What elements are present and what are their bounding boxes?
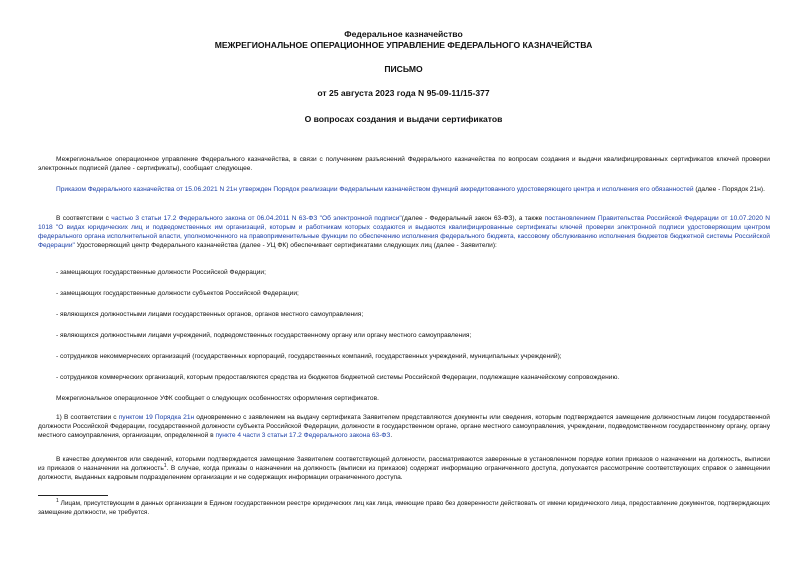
paragraph-features: Межрегиональное операционное УФК сообщает о следующих особенностях оформления сертификатов. xyxy=(56,395,379,402)
paragraph-point-1: 1) В соответствии с пунктом 19 Порядка 21н одновременно с заявлением на выдачу сертификата Заявителем представляются документы или сведения, которым подтверждается замещение должностным лицом государственной должности Российской Федерации, государственной должности субъекта Российской Федерации, должности в государственном органе, органе местного самоуправления, учреждении, подведомственном государственному органу, органу местного самоуправления, организации, определенной в пункте 4 части 3 статьи 17.2 Федерального закона 63-ФЗ. xyxy=(38,414,770,439)
header-org-full: МЕЖРЕГИОНАЛЬНОЕ ОПЕРАЦИОННОЕ УПРАВЛЕНИЕ ФЕДЕРАЛЬНОГО КАЗНАЧЕЙСТВА xyxy=(214,40,593,50)
list-item: - являющихся должностными лицами учреждений, подведомственных государственному органу или органу местного самоуправления; xyxy=(56,332,472,339)
footnote-divider xyxy=(38,495,108,496)
list-item: - замещающих государственные должности субъектов Российской Федерации; xyxy=(56,290,299,297)
footnote-ref[interactable]: 1 xyxy=(163,462,167,469)
footnote: $^1$ Лицам, присутствующим в данных организации в Едином государственном реестре юридических лиц как лица, имеющие право без доверенности действовать от имени юридического лица, предоставление документов, подтверждающих замещение должности, не требуется. xyxy=(38,497,770,516)
paragraph-basis: В соответствии с частью 3 статьи 17.2 Федерального закона от 06.04.2011 N 63-ФЗ "Об электронной подписи"(далее - Федеральный закон 63-ФЗ), а также постановлением Правительства Российской Федерации от 10.07.2020 N 1018 "О видах юридических лиц и подведомственных им организаций, которым и работникам которых создаются и выдаются квалифицированные сертификаты ключей проверки электронной подписи удостоверяющим центром федерального органа исполнительной власти, уполномоченного на правоприменительные функции по обеспечению исполнения федерального бюджета, кассовому обслуживанию исполнения бюджетов бюджетной системы Российской Федерации" Удостоверяющий центр Федерального казначейства (далее - УЦ ФК) обеспечивает сертификатами следующих лиц (далее - Заявители): xyxy=(38,215,771,249)
list-item: - замещающих государственные должности Российской Федерации; xyxy=(56,269,266,276)
link-resolution-1018[interactable]: постановлением Правительства Российской Федерации от 10.07.2020 N 1018 "О видах юридических лиц и подведомственных им организаций, которым и работникам которых создаются и выдаются квалифицированные сертификаты ключей проверки электронной подписи удостоверяющим центром федерального органа исполнительной власти, уполномоченного на правоприменительные функции по обеспечению исполнения федерального бюджета, кассовому обслуживанию исполнения бюджетов бюджетной системы Российской Федерации" xyxy=(38,215,771,249)
doc-subject: О вопросах создания и выдачи сертификатов xyxy=(304,114,503,124)
link-order-21n[interactable]: Приказом Федерального казначейства от 15.06.2021 N 21н утвержден Порядок реализации Федеральным казначейством функций аккредитованного удостоверяющего центра и исполнения его обязанностей xyxy=(56,186,694,193)
paragraph-documents: В качестве документов или сведений, которыми подтверждается замещение Заявителем соответствующей должности, рассматриваются заверенные в установленном порядке копии приказов о назначении на должность, выписки из приказов о назначении на должность$^1$. В случае, когда приказы о назначении на должность (выписки из приказов) содержат информацию ограниченного доступа, допускается рассмотрение соответствующих справок о замещении должности, выданных кадровым подразделением организации и не содержащих информации ограниченного доступа. xyxy=(38,456,770,481)
list-item: - сотрудников коммерческих организаций, которым предоставляются средства из бюджетов бюджетной системы Российской Федерации, подлежащие казначейскому сопровождению. xyxy=(56,374,620,381)
link-point-4-part-3[interactable]: пункте 4 части 3 статьи 17.2 Федерального закона 63-ФЗ xyxy=(215,432,391,439)
header-org: Федеральное казначейство xyxy=(344,29,463,39)
paragraph-order: Приказом Федерального казначейства от 15.06.2021 N 21н утвержден Порядок реализации Федеральным казначейством функций аккредитованного удостоверяющего центра и исполнения его обязанностей (далее - Порядок 21н). xyxy=(56,186,765,193)
link-point-19[interactable]: пунктом 19 Порядка 21н xyxy=(118,414,195,421)
footnote-mark: 1 xyxy=(56,497,59,504)
doc-date-number: от 25 августа 2023 года N 95-09-11/15-377 xyxy=(317,88,490,98)
list-item: - сотрудников некоммерческих организаций (государственных корпораций, государственных компаний, государственных учреждений, муниципальных учреждений); xyxy=(56,353,562,360)
link-law-63fz[interactable]: частью 3 статьи 17.2 Федерального закона от 06.04.2011 N 63-ФЗ "Об электронной подписи" xyxy=(111,215,402,222)
list-item: - являющихся должностными лицами государственных органов, органов местного самоуправления; xyxy=(56,311,364,318)
paragraph-intro: Межрегиональное операционное управление Федерального казначейства, в связи с получением разъяснений Федерального казначейства по вопросам создания и выдачи квалифицированных сертификатов ключей проверки электронных подписей (далее - сертификаты), сообщает следующее. xyxy=(38,156,770,172)
doc-type: ПИСЬМО xyxy=(384,64,423,74)
